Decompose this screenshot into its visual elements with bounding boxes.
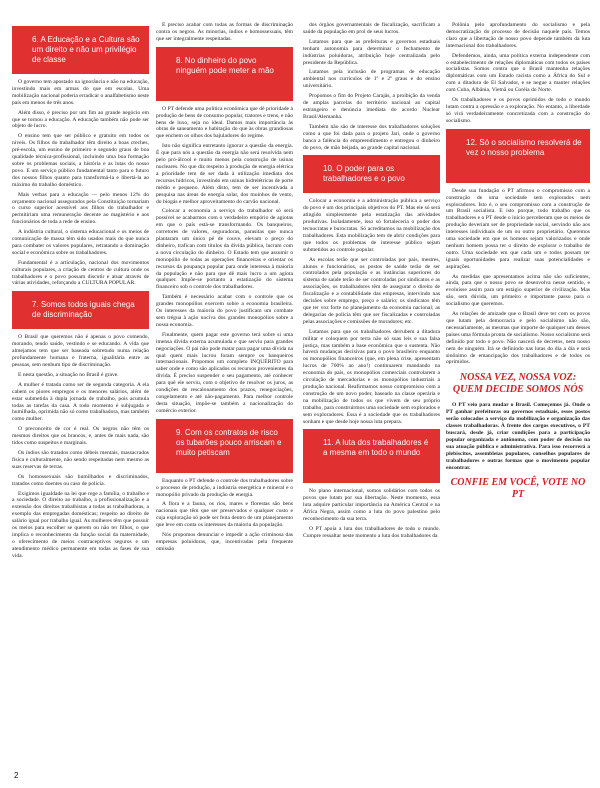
- section-11-body: [303, 488, 440, 539]
- paragraph: Nós propomos denunciar e impedir a ação criminosa das empresas poluidoras, que, incentivadas pela frequente omissão: [156, 532, 293, 552]
- paragraph: E nesta questão, a situação no Brasil é grave.: [18, 371, 119, 378]
- paragraph: Enquanto o PT defende o controle dos trabalhadores sobre o processo de produção, a indústria energética e mineral e o monopólio privado da produção de energia.: [156, 477, 293, 498]
- section-8-title: 8. No dinheiro do povo ninguém pode meter a mão: [176, 55, 274, 75]
- section-12-header: [446, 129, 590, 183]
- paragraph: É preciso acabar com todas as formas de discriminação contra os negros. As minorias, índios e homossexuais, têm que ser integralmente respeitadas.: [156, 22, 293, 42]
- paragraph: Finalmente, quem pagar este governo terá sobre si uma imensa dívida externa acumulada e que serviu para grandes negociações. O pai não pode matar para pagar uma dívida na qual quem mais lucrou foram sempre os banqueiros internacionais. Propomos um completo INQUÉRITO para saber onde e como são aplicados os recursos provenientes da dívida. É preciso suspender o seu pagamento, até conhecer para quê ele serviu, com o objetivo de resolver os juros, as condições de rescalonamento dos prazos, renegociações, congelamento e até não-pagamento. Para melhor controle desta situação, impõe-se também a nacionalização do comércio exterior.: [156, 331, 293, 414]
- section-9-body: [156, 478, 293, 553]
- column-3: [303, 22, 440, 760]
- paragraph: As medidas que apresentamos acima não são suficientes, ainda, para que o nosso povo se desenvolva nesse sentido, e evoluísse assim para um estágio superior de civilização. Mas são, sem dúvida, um primeiro e importante passo para o socialismo que queremos.: [446, 273, 590, 308]
- paragraph: A mulher é tratada como ser de segunda categoria. A ela cabem os piores empregos e os menores salários, além de estar submetida à dupla jornada de trabalho, pois acumula todas as tarefas da casa. A todo momento é subjugada e humilhada, oprimida não só como trabalhadora, mas também como mulher.: [12, 381, 149, 423]
- paragraph: O PT defende uma política econômica que dê prioridade à produção de bens de consumo popular, tratores e trens, e não bens de luxo, seja no ideal. Damos mais importância às obras de saneamento e habitação do que às obras grandiosas que enchem os olhos dos bajuladores do regime.: [156, 105, 293, 140]
- paragraph: A indústria cultural, o sistema educacional e os meios de comunicação de massa têm sido usados mais do que nunca para combater os valores populares, retratando a dominação social e econômica sobre os trabalhadores.: [12, 229, 149, 256]
- paragraph: Polônia pelo aprofundamento do socialismo e pela democratização do processo de decisão naquele país. Temos claro que a libertação de nosso povo depende também da luta internacional dos trabalhadores.: [446, 22, 590, 49]
- paragraph: As relações de amizade que o Brasil deve ter com os povos que lutam pela democracia e pelo socialismo não são, necessariamente, as mesmas que importe de qualquer um desses países uma fórmula pronta de socialismo. Nosso socialismo será definido por todo o povo. Não nascerá de decretos, nem nosso nem de ninguém. Irá se definindo nas lutas do dia a dia e será sinônimo de emancipação dos trabalhadores e de todos os oprimidos.: [446, 311, 590, 366]
- section-10-title: 10. O poder para os trabalhadores e o povo: [323, 164, 405, 184]
- paragraph: As escolas terão que ser controladas por pais, mestres, alunos e funcionários, os postos de saúde terão de ser controlados pela população e as instâncias superiores do sistema de saúde terão de ser controladas por sindicatos e as associações, os trabalhadores têm de assegurar o direito de fiscalização e a contabilidade das empresas, intervindo nas decisões sobre emprego, preço e salário; os sindicatos têm que ter voz forte no planejamento da economia nacional; as delegacias de polícia têm que ser fiscalizadas e controladas pelas associações e comissões de moradores; etc.: [303, 256, 440, 325]
- paragraph: dos órgãos governamentais de fiscalização, sacrificam a saúde da população em prol de seus lucros.: [303, 22, 440, 35]
- section-9-continued: [303, 22, 440, 151]
- paragraph: O preconceito de cor é real. Os negros não têm os mesmos direitos que os brancos, e, antes de mais nada, são tidos como suspeitos e marginais.: [12, 426, 149, 447]
- section-6-body: [12, 79, 149, 287]
- page-number: 2: [14, 771, 19, 780]
- slogan-vote-no-pt: CONFIE EM VOCÊ, VOTE NO PT: [450, 477, 586, 501]
- section-10-body: [303, 198, 440, 425]
- section-11-header: [303, 429, 440, 483]
- column-4: [446, 22, 590, 760]
- paragraph: Também é necessário acabar com o controle que os grandes monopólios exercem sobre a economia brasileira. Os interesses da maioria do povo justificam um combate sem trégua à ação nociva dos grandes monopólios sobre a nossa economia.: [156, 294, 293, 328]
- paragraph: Colocar a economia e a administração pública a serviço do povo é um dos principais objetivos do PT. Mas ele só será atingido simplesmente pela estatização das atividades produtivas. Isoladamente, isso só fortaleceria o poder dos tecnocratas e burocratas. Só acreditamos na mobilização dos trabalhadores. Esta mobilização tem de abrir condições para que todos os problemas de interesse público sejam submetidos ao controle popular.: [303, 198, 440, 253]
- section-11-continued: [446, 22, 590, 125]
- paragraph: Os trabalhadores e os povos oprimidos de todo o mundo lutam contra a opressão e a exploração. No entanto, a liberdade só virá verdadeiramente concretizada com a construção do socialismo.: [446, 97, 590, 124]
- paragraph: Lutamos para que as prefeituras e governos estaduais tenham autonomia para determinar o fechamento de indústrias poluidoras, atribuição hoje centralizada pelo presidente da República.: [303, 38, 440, 66]
- paragraph: No plano internacional, somos solidários com todos os povos que lutam por sua libertação. Neste momento, essa luta adquire particular importância na América Central e na África Negra, assim como a luta do povo palestino pelo reconhecimento da sua terra.: [303, 488, 440, 523]
- paragraph: A flora e a fauna, os rios, mares e florestas são bens nacionais que têm que ser preservados e qualquer custo e cuja exploração só pode ser feita dentro de um planejamento que leve em conta os interesses da maioria da população.: [156, 501, 293, 529]
- closing-body: [446, 402, 590, 471]
- paragraph: Também não são de interesse dos trabalhadores soluções como a que foi dada para o projeto Jari, onde o governo banca a falência do empreendimento e entregou o dinheiro do povo, de mão beijada, ao grande capital nacional.: [303, 123, 440, 151]
- section-6-header: [12, 26, 149, 74]
- slogan-quem-decide: NOSSA VEZ, NOSSA VOZ: QUEM DECIDE SOMOS NÓS: [452, 372, 584, 396]
- paragraph: Lutamos pela inclusão de programas de educação ambiental nos currículos de 1º e 2º graus e do ensino universitário.: [303, 69, 440, 90]
- section-8-body: [156, 106, 293, 415]
- section-7-continued: [156, 22, 293, 43]
- section-7-body: [12, 334, 149, 559]
- section-7-header: [12, 291, 149, 329]
- section-6-title: 6. A Educação e a Cultura são um direito e não um privilégio de classe: [32, 35, 140, 64]
- paragraph: O Brasil que queremos não é apenas o povo comendo, morando, tendo saúde, vestindo e se educando. A vida que almejamos tem que ser baseada sobretudo numa relação profundamente humana e fraterna, igualitária entre as pessoas, sem nenhum tipo de discriminação.: [12, 334, 149, 368]
- column-1: [12, 22, 149, 760]
- paragraph: Isto não significa entretanto ignorar a questão da energia. É que para nós a questão da energia não será resolvida nem pelo pró-álcool e muito menos pela construção de usinas nucleares. No que diz respeito à produção de energia elétrica a prioridade tem de ser dada à utilização imediata dos recursos hídricos, investindo em usinas hidrelétricas de porte médio e pequeno. Além disto, tem de ser incentivada a pesquisa nas áreas de energia solar, dos moinhos de vento, do biogás e melhor aproveitamento do carvão nacional.: [156, 143, 293, 205]
- section-11-title: 11. A luta dos trabalhadores é a mesma em todo o mundo: [323, 438, 429, 458]
- paragraph: Mais verbas para a educação — pelo menos 12% do orçamento nacional assegurados pela Constituição tornariam o curso superior acessível aos filhos do trabalhador e permitiriam uma remuneração decente ao magistério e aos funcionários de toda a rede de ensino.: [12, 191, 149, 226]
- paragraph: Desde sua fundação o PT afirmou o compromisso com a construção de uma sociedade sem explorados nem exploradores. Isto é, o seu compromisso com a construção de um Brasil socialista. E isto porque, todo trabalho que os trabalhadores e o PT desde o início perceberam que os meios de produção deveriam ser de propriedade social, servindo não aos interesses individuais de um ou outro proprietário. Queremos uma sociedade em que os homens sejam valorizados e onde nenhum homem possa ter o direito de explorar o trabalho de outro. Uma sociedade em que cada um e todos possam ter iguais oportunidades para realizar suas potencialidades e aspirações.: [446, 187, 590, 270]
- section-12-body: [446, 188, 590, 367]
- section-9-header: [156, 419, 293, 473]
- section-8-header: [156, 47, 293, 101]
- paragraph: O ensino tem que ser público e gratuito em todos os níveis. Os filhos do trabalhador têm direito a boas creches, pré-escola, um ensino de primeiro e segundo graus de boa qualidade técnica-profissional, incluindo uma boa formação sobre os problemas sociais, a história e as lutas do nosso povo. E um serviço público fundamental tanto para o futuro dos nossos filhos quanto para transformá-la e libertá-la ao máximo do trabalho doméstico.: [12, 133, 149, 188]
- paragraph: Os homossexuais são humilhados e discriminados, tratados como doentes ou caso de polícia.: [12, 473, 149, 487]
- section-10-header: [303, 155, 440, 193]
- paragraph: Exigimos igualdade na lei que rege a família, o trabalho e a sociedade. O direito ao trabalho, a profissionalização e a extensão dos direitos trabalhistas a todas as trabalhadoras, a exemplo das empregadas domésticas; respeito ao direito de salário igual por trabalho igual. As mulheres têm que possuir os meios para escolher se querem ou não ter filhos, o que implica o reconhecimento da função social da maternidade, o oferecimento de meios contraceptivos seguros e um atendimento médico permanente em todas as fases de sua vida.: [12, 490, 149, 559]
- paragraph: O PT apoia a luta dos trabalhadores de todo o mundo. Cumpre ressaltar neste momento a luta dos trabalhadores da: [303, 525, 440, 539]
- paragraph: Defendemos, ainda, uma política externa independente com o estabelecimento de relações diplomáticas com todos os países socialistas. Somos contra que o Brasil mantenha relações diplomáticas com um Estado racista como a África do Sul e com a ditadura de El Salvador, e se negue a manter relações com Cuba, Albânia, Vietnã ou Coréia do Norte.: [446, 52, 590, 94]
- paragraph: O governo tem apostado na ignorância e não na educação, investindo mais em armas do que em escolas. Uma mobilização nacional poderia erradicar o analfabetismo neste país em menos de três anos.: [12, 79, 149, 106]
- paragraph: Além disso, é preciso por um fim ao grande negócio em que se tornou a educação. A educação também não pode ser objeto de lucro.: [12, 109, 149, 130]
- section-7-title: 7. Somos todos iguais chega de discriminação: [32, 300, 135, 320]
- paragraph: Fundamental é a articulação, nacional dos movimentos culturais populares, a criação de centros de cultura onde os trabalhadores e o povo possam discutir e atuar através de várias atividades, reforçando a CULTURA POPULAR.: [12, 259, 149, 287]
- paragraph: O PT veio para mudar o Brasil. Começemos já. Onde o PT ganhar prefeituras ou governos estaduais, esses postos serão colocados a serviço da mobilização e organização das classes trabalhadoras. À frente dos cargos executivos, o PT buscará, desde já, criar condições para a participação popular organizada e autônoma, com poder de decisão na sua atuação pública e administrativa. Para isso recorrerá a plebiscitos, assembleias populares, conselhos populares de trabalhadores e outras formas que o movimento popular encontrar.: [446, 402, 590, 471]
- section-9-title: 9. Com os contratos de risco os tubarões pouco arriscam e muito petiscam: [176, 427, 282, 457]
- paragraph: Os índios são tratados como débeis mentais, massacrados física e culturalmente, não sendo respeitadas nem mesmo as suas reservas de terras.: [12, 449, 149, 470]
- paragraph: Propomos o fim do Projeto Carajás, a proibição da venda de amplas parcelas do território nacional ao capital estrangeiro e denúncia imediata do acordo Nuclear Brasil/Alemanha.: [303, 93, 440, 120]
- paragraph: Colocar a economia a serviço do trabalhador só será possível se acabarmos com o verdadeiro empório de agiotas em que o país está-se transformando. Os banqueiros, corretores de valores, seguradoras, parasitas que nunca plantaram um único pé de couve, elevam o preço do dinheiro, trafican com títulos da dívida pública, lucram com a nova circulação do dinheiro. O Estado tem que assumir o monopólio de todas as operações financeiras e orientar os recursos da poupança popular para onde interessa à maioria da população e não para que dê mais lucro a um agiota qualquer. Impõe-se portanto a estatização do sistema financeiro sob o controle dos trabalhadores.: [156, 208, 293, 291]
- paragraph: Lutamos para que os trabalhadores derrubem a ditadura militar e coloquem por terra não só suas leis e sua falsa justiça, mas também a base econômica que o sustenta. Não haverá mudanças decisivas para o povo brasileiro enquanto os monopólios financeiros (que, em plena crise, apresentam lucros de 700% ao ano!) continuarem mandando na economia do país, os monopólios comerciais controlarem a circulação de mercadorias e os monopólios industriais a produção nacional. Reafirmamos nosso compromisso com a construção de um novo poder, baseado na classe operária e na mobilização de todos os que vivem de seu próprio trabalho, para construirmos uma sociedade sem explorados e sem exploradores. Essa é a sociedade que os trabalhadores sonham e que desde hoje nossa luta prepara.: [303, 328, 440, 425]
- column-2: [156, 22, 293, 760]
- section-12-title: 12. Só o socialismo resolverá de vez o nosso problema: [466, 137, 582, 157]
